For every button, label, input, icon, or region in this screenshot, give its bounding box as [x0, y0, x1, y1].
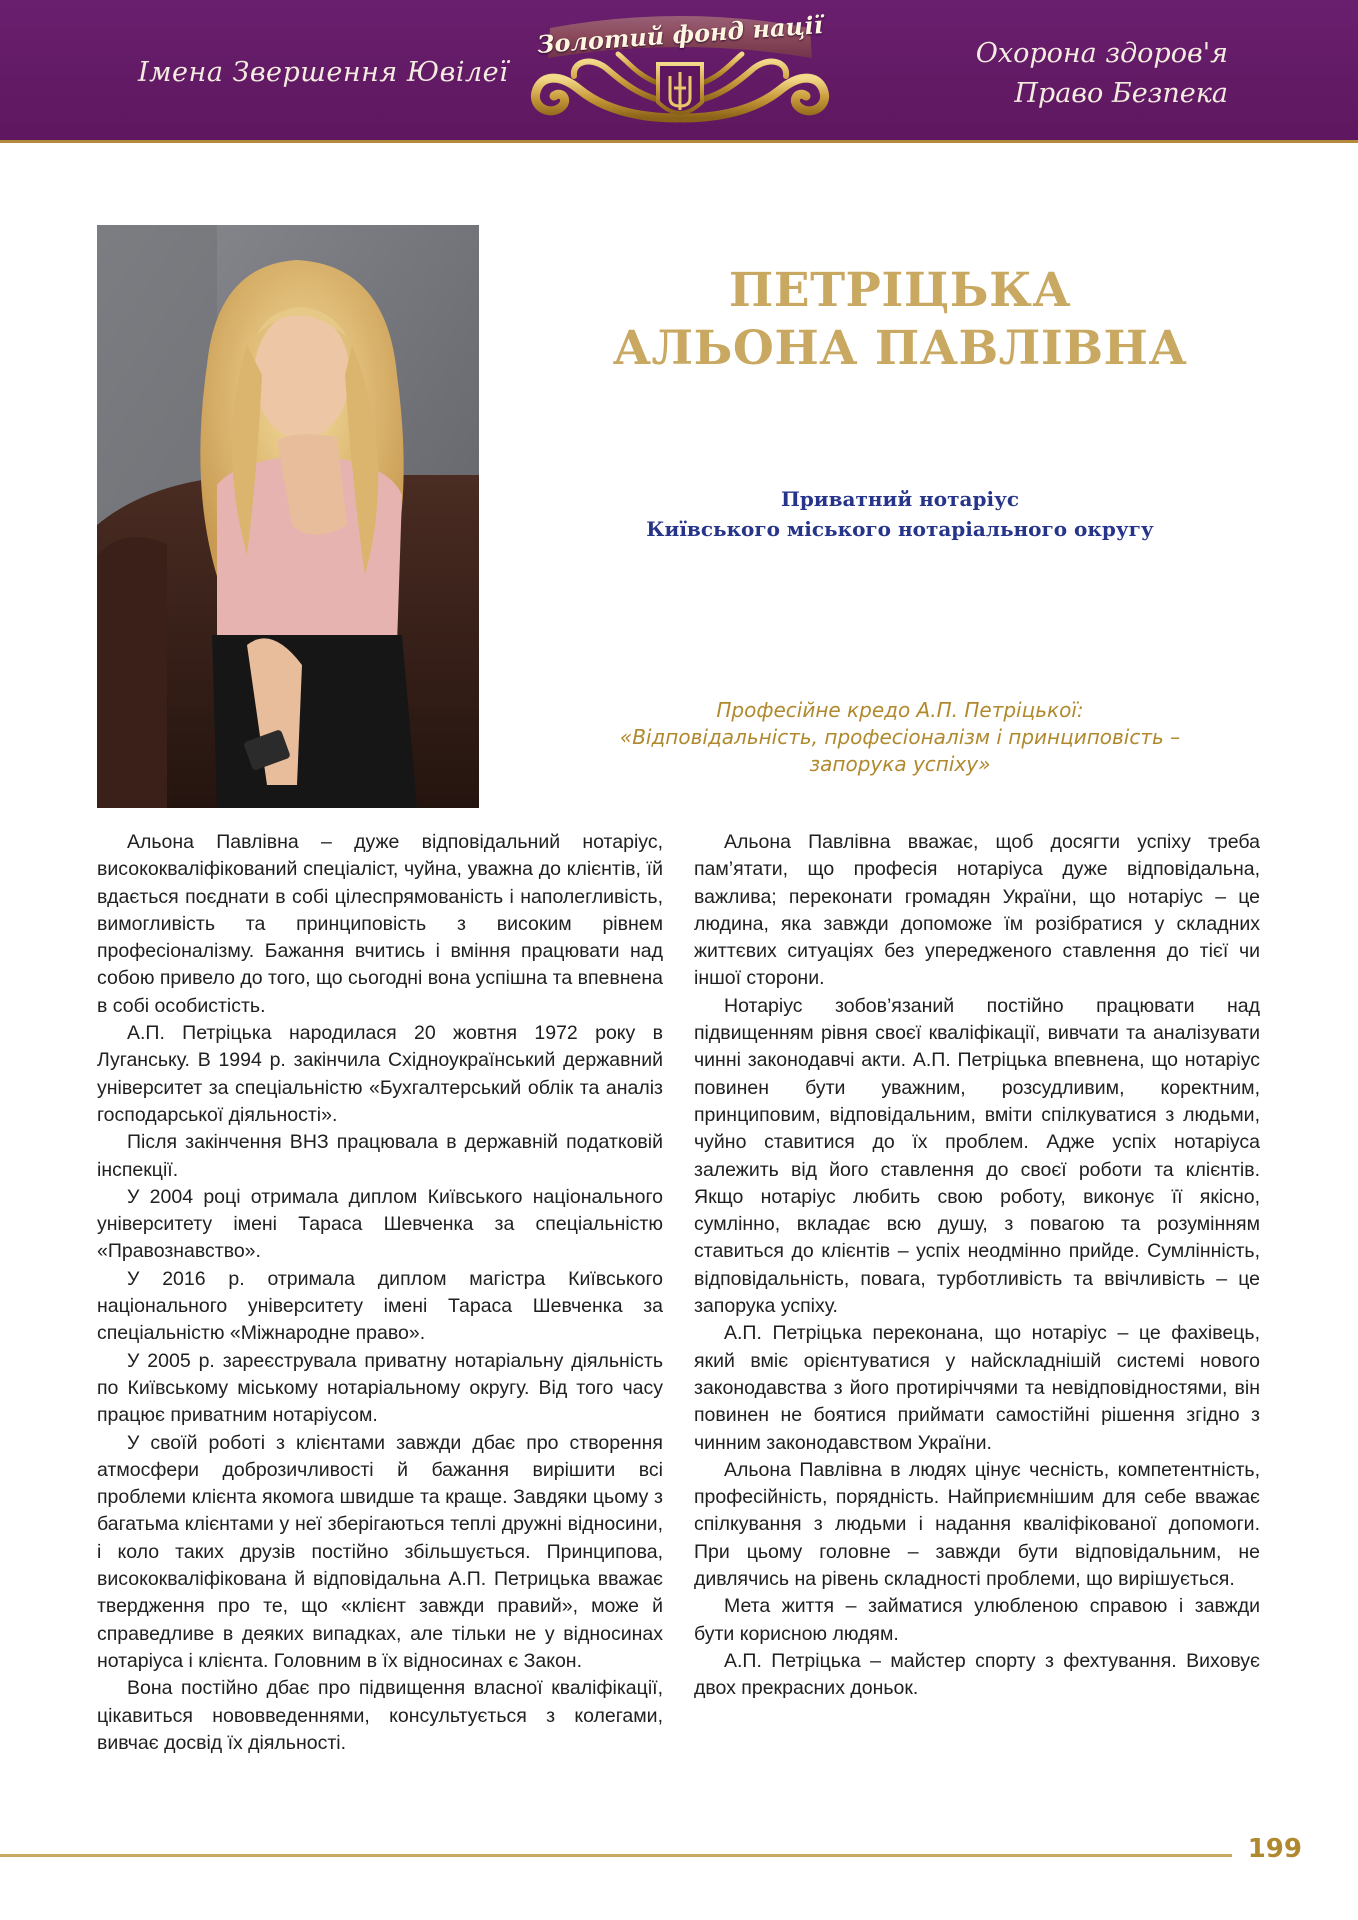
paragraph: Нотаріус зобов’язаний постійно працювати над підвищенням рівня своєї кваліфікації, вивчати та аналізувати чинні законодавчі акти. А.П. Петріцька впевнена, що нотаріус повинен бути уважним, розсудливим, коректним, принциповим, відповідальним, вміти спілкуватися з людьми, чуйно ставитися до їх проблем. Адже успіх нотаріуса залежить від його ставлення до своєї роботи та клієнтів. Якщо нотаріус любить свою роботу, виконує її якісно, сумлінно, вкладає всю душу, з повагою та розумінням ставиться до клієнтів – успіх неодмінно прийде. Сумлінність, відповідальність, повага, турботливість та ввічливість – це запорука успіху. — [694, 994, 1260, 1318]
journal-title: Золотий фонд нації — [536, 10, 824, 59]
article-column-right — [694, 829, 1260, 1703]
journal-emblem — [510, 6, 850, 134]
paragraph: А.П. Петріцька народилася 20 жовтня 1972 року в Луганську. В 1994 р. закінчила Східноукраїнський державний університет за спеціальністю «Бухгалтерський облік та аналіз господарської діяльності». — [97, 1022, 663, 1126]
paragraph: У 2016 р. отримала диплом магістра Київського національного університету імені Тараса Шевченка за спеціальністю «Міжнародне право». — [97, 1267, 663, 1345]
person-name — [560, 262, 1240, 378]
page-number: 199 — [1247, 1834, 1302, 1864]
credo-line-1: Професійне кредо А.П. Петріцької: — [716, 698, 1084, 722]
paragraph: У 2005 р. зареєструвала приватну нотаріальну діяльність по Київському міському нотаріальному округу. Від того часу працює приватним нотаріусом. — [97, 1349, 663, 1427]
header-section-right — [976, 34, 1228, 114]
paragraph: А.П. Петріцька – майстер спорту з фехтування. Виховує двох прекрасних доньок. — [694, 1649, 1260, 1700]
portrait-photo — [97, 225, 479, 808]
footer-divider — [0, 1854, 1232, 1857]
paragraph: Вона постійно дбає про підвищення власної кваліфікації, цікавиться нововведеннями, консультується з колегами, вивчає досвід їх діяльності. — [97, 1677, 663, 1754]
position-line-1: Приватний нотаріус — [780, 487, 1020, 511]
paragraph: Після закінчення ВНЗ працювала в державній податковій інспекції. — [97, 1131, 663, 1181]
paragraph: Альона Павлівна в людях цінує чесність, компетентність, професійність, порядність. Найприємнішим для себе вважає спілкування з людьми і надання кваліфікованої допомоги. При цьому головне – завжди бути відповідальним, не дивлячись на рівень складності проблеми, що вирішується. — [694, 1458, 1260, 1591]
paragraph: Мета життя – займатися улюбленою справою і завжди бути корисною людям. — [694, 1595, 1260, 1645]
name-line-1: ПЕТРІЦЬКА — [728, 263, 1072, 318]
article-column-left — [97, 829, 663, 1757]
trident-icon — [658, 64, 702, 113]
professional-credo — [560, 697, 1240, 778]
header-right-line-1: Охорона здоров'я — [975, 38, 1228, 69]
paragraph: У 2004 році отримала диплом Київського національного університету імені Тараса Шевченка за спеціальністю «Правознавство». — [97, 1185, 663, 1263]
header-section-left: Імена Звершення Ювілеї — [138, 57, 509, 88]
page-header — [0, 0, 1358, 143]
paragraph: Альона Павлівна вважає, щоб досягти успіху треба пам’ятати, що професія нотаріуса дуже відповідальна, важлива; переконати громадян України, що нотаріус – це людина, яка завжди допоможе їм розібратися у складних життєвих ситуаціях без упередженого ставлення до тієї чи іншої сторони. — [694, 831, 1260, 990]
credo-line-3: запорука успіху» — [809, 752, 991, 776]
position-line-2: Київського міського нотаріального округу — [646, 517, 1154, 541]
paragraph: Альона Павлівна – дуже відповідальний нотаріус, висококваліфікований спеціаліст, чуйна, уважна до клієнтів, їй вдається поєднати в собі цілеспрямованість і наполегливість, вимогливість та принциповість з високим рівнем професіоналізму. Бажання вчитись і вміння працювати над собою привело до того, що сьогодні вона успішна та впевнена в собі особистість. — [97, 831, 663, 1017]
paragraph: А.П. Петріцька переконана, що нотаріус – це фахівець, який вміє орієнтуватися у найскладнішій системі нового законодавства з його протиріччями та невідповідностями, він повинен не боятися приймати самостійні рішення згідно з чинним законодавством України. — [694, 1322, 1260, 1454]
paragraph: У своїй роботі з клієнтами завжди дбає про створення атмосфери доброзичливості й бажання вирішити всі проблеми клієнта якомога швидше та краще. Завдяки цьому з багатьма клієнтами у неї зберігаються теплі дружні відносини, і коло таких друзів постійно збільшується. Принципова, висококваліфікована й відповідальна А.П. Петрицька вважає твердження про те, що «клієнт завжди правий», може й справедливе в деяких випадках, але тільки не у відносинах нотаріуса і клієнта. Головним в їх відносинах є Закон. — [97, 1431, 663, 1672]
name-line-2: АЛЬОНА ПАВЛІВНА — [612, 321, 1188, 376]
credo-line-2: «Відповідальність, професіоналізм і принциповість – — [619, 725, 1181, 749]
person-position — [600, 484, 1200, 544]
header-right-line-2: Право Безпека — [1014, 78, 1228, 109]
